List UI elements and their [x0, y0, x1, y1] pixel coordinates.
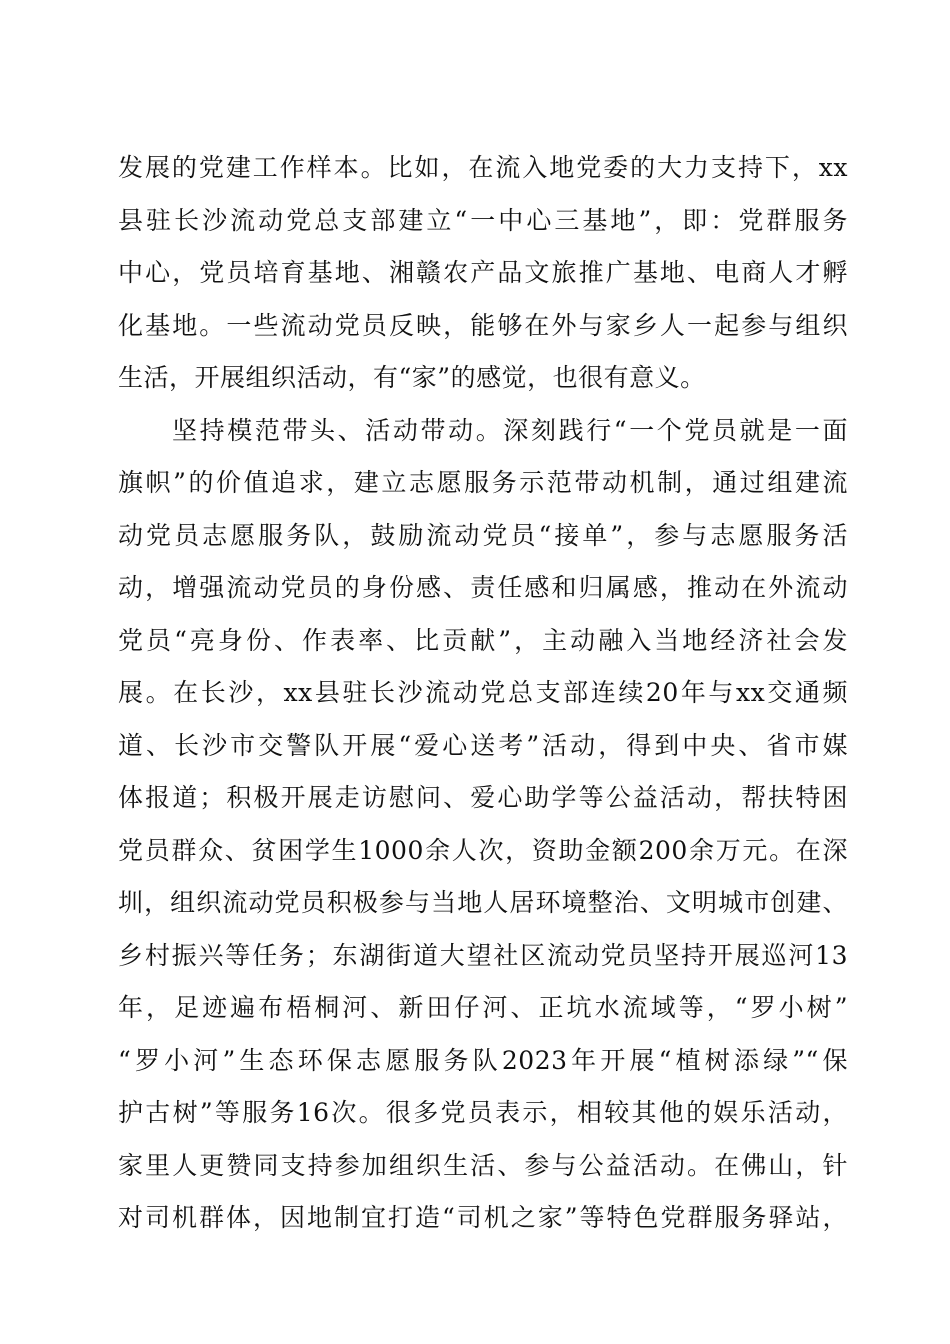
- text-line: 展。在长沙，xx县驻长沙流动党总支部连续20年与xx交通频: [118, 678, 848, 707]
- text-line: 中心，党员培育基地、湘赣农产品文旅推广基地、电商人才孵: [118, 258, 848, 287]
- text-line: 党员“亮身份、作表率、比贡献”，主动融入当地经济社会发: [118, 625, 848, 655]
- text-line: 年，足迹遍布梧桐河、新田仔河、正坑水流域等，“罗小树”: [118, 993, 848, 1022]
- text-line: 动，增强流动党员的身份感、责任感和归属感，推动在外流动: [118, 573, 848, 602]
- text-line: 发展的党建工作样本。比如，在流入地党委的大力支持下，xx: [118, 153, 848, 182]
- paragraph-start-line: 坚持模范带头、活动带动。深刻践行“一个党员就是一面: [172, 415, 848, 445]
- text-line: 圳，组织流动党员积极参与当地人居环境整治、文明城市创建、: [118, 888, 848, 917]
- text-line: 家里人更赞同支持参加组织生活、参与公益活动。在佛山，针: [118, 1150, 848, 1180]
- text-line: 生活，开展组织活动，有“家”的感觉，也很有意义。: [118, 363, 706, 392]
- text-line: 护古树”等服务16次。很多党员表示，相较其他的娱乐活动，: [118, 1098, 848, 1127]
- text-line: 乡村振兴等任务；东湖街道大望社区流动党员坚持开展巡河13: [118, 940, 848, 970]
- text-line: 化基地。一些流动党员反映，能够在外与家乡人一起参与组织: [118, 310, 848, 340]
- text-line: 道、长沙市交警队开展“爱心送考”活动，得到中央、省市媒: [118, 730, 848, 760]
- text-line: 党员群众、贫困学生1000余人次，资助金额200余万元。在深: [118, 835, 848, 865]
- text-line: 体报道；积极开展走访慰问、爱心助学等公益活动，帮扶特困: [118, 783, 848, 812]
- text-line: “罗小河”生态环保志愿服务队2023年开展“植树添绿”“保: [118, 1045, 848, 1075]
- text-line: 动党员志愿服务队，鼓励流动党员“接单”，参与志愿服务活: [118, 520, 848, 550]
- text-line: 对司机群体，因地制宜打造“司机之家”等特色党群服务驿站，: [118, 1203, 848, 1232]
- body-text: [118, 142, 848, 1245]
- text-line: 旗帜”的价值追求，建立志愿服务示范带动机制，通过组建流: [118, 468, 848, 497]
- text-line: 县驻长沙流动党总支部建立“一中心三基地”，即：党群服务: [118, 205, 848, 235]
